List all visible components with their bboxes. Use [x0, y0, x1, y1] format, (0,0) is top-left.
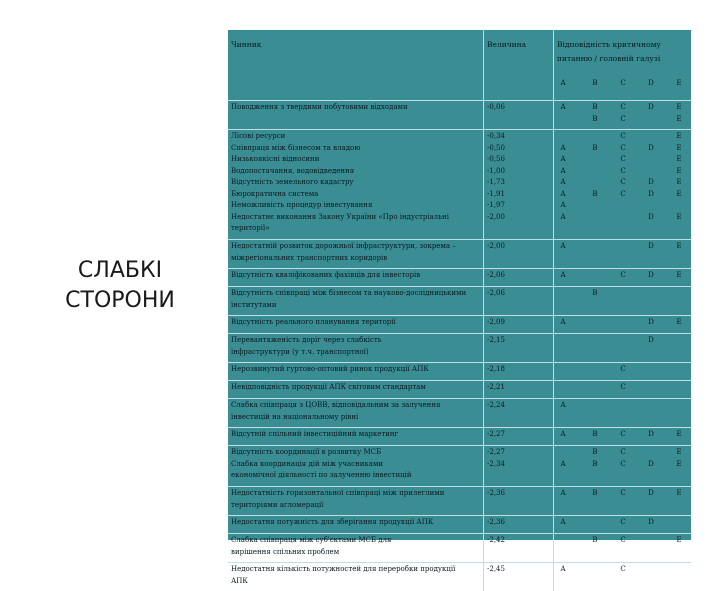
compliance-mark: E [676, 178, 682, 186]
table-row [228, 533, 691, 562]
indicator-cell [228, 286, 484, 315]
indicator-text: вирішення спільних проблем [231, 547, 340, 556]
indicator-text: Недостатність горизонтальної співпраці між прилеглими [231, 489, 445, 497]
indicator-text: Недостатнє виконання Закону України «Про індустріальні [231, 212, 449, 221]
indicator-text: Відсутність земельного кадастру [231, 178, 354, 186]
indicator-cell [228, 515, 484, 533]
table-row [228, 286, 691, 315]
header-value: Величина [484, 30, 554, 100]
compliance-mark: C [620, 536, 626, 544]
indicator-cell [228, 315, 484, 333]
compliance-mark: E [676, 242, 682, 250]
compliance-mark: D [648, 318, 654, 326]
compliance-mark: D [648, 178, 654, 186]
compliance-mark: C [620, 166, 626, 175]
indicator-text: Недостатня потужність для зберігання продукції АПК [231, 518, 434, 526]
header-letter: D [648, 79, 654, 87]
indicator-cell [228, 398, 484, 427]
indicator-cell [228, 380, 484, 398]
header-letter: E [676, 79, 682, 87]
compliance-mark: C [620, 430, 626, 438]
compliance-mark: C [620, 178, 626, 186]
compliance-mark: B [592, 103, 598, 111]
compliance-mark: A [560, 242, 566, 250]
compliance-mark: C [620, 189, 626, 198]
indicator-cell [228, 129, 484, 239]
indicator-text: території» [231, 224, 270, 232]
compliance-mark: A [560, 166, 566, 175]
compliance-mark: E [676, 212, 682, 221]
table-row [228, 427, 691, 445]
indicator-text: інститутами [231, 300, 277, 309]
compliance-mark: D [648, 336, 654, 344]
compliance-mark: D [648, 518, 654, 526]
header-compliance: Відповідність критичному питанню / головній галузі [557, 40, 661, 63]
value-cell: -2,42 [484, 533, 554, 562]
compliance-mark: E [676, 271, 682, 279]
indicator-text: інфраструктури (у т.ч. транспортної) [231, 347, 369, 356]
compliance-mark: A [560, 459, 566, 468]
indicator-cell [228, 333, 484, 362]
table-row [228, 362, 691, 380]
compliance-mark: E [676, 143, 682, 152]
indicator-cell [228, 562, 484, 591]
compliance-mark: C [620, 518, 626, 526]
indicator-text: Слабка співпраця з ЦОВВ, відповідальним за залучення [231, 401, 441, 409]
compliance-mark: D [648, 430, 654, 438]
compliance-mark: C [620, 114, 626, 123]
compliance-mark: A [560, 565, 566, 573]
value-cell: -2,18 [484, 362, 554, 380]
table-row [228, 380, 691, 398]
indicator-text: Неможливість процедур інвестування [231, 201, 373, 209]
table-row [228, 100, 691, 129]
compliance-mark: A [560, 143, 566, 152]
indicator-cell [228, 362, 484, 380]
compliance-mark: B [592, 430, 598, 438]
table-row [228, 562, 691, 591]
value-cell: -2,45 [484, 562, 554, 591]
compliance-mark: E [676, 166, 682, 175]
indicator-cell [228, 533, 484, 562]
compliance-mark: A [560, 271, 566, 279]
indicator-text: інвестицій на національному рівні [231, 412, 359, 421]
table-row [228, 515, 691, 533]
compliance-mark: D [648, 189, 654, 198]
value-cell: -2,00 [484, 239, 554, 268]
compliance-cell [554, 398, 691, 427]
indicator-text: Недостатній розвиток дорожньої інфраструктури, зокрема – [231, 242, 456, 250]
indicator-text: Нерозвинутий гуртово-оптовий ринок продукції АПК [231, 365, 429, 373]
compliance-mark: E [676, 536, 682, 544]
compliance-mark: C [620, 143, 626, 152]
compliance-mark: A [560, 155, 566, 163]
value-cell: -2,21 [484, 380, 554, 398]
compliance-mark: A [560, 201, 566, 209]
indicator-text: Водопостачання, водовідведення [231, 166, 355, 175]
indicator-text: Відсутність реального планування території [231, 318, 396, 326]
indicator-text: АПК [231, 576, 248, 585]
table-row [228, 333, 691, 362]
indicator-text: Низькоякісні відносини [231, 155, 320, 163]
indicator-text: міжрегіональних транспортних коридорів [231, 253, 388, 262]
indicator-text: Слабка координація дій між учасниками [231, 459, 384, 468]
compliance-mark: B [592, 289, 598, 297]
indicator-text: Слабка співпраця між суб'єктами МСБ для [231, 536, 392, 544]
compliance-mark: D [648, 242, 654, 250]
indicator-text: Співпраця між бізнесом та владою [231, 143, 361, 152]
compliance-mark: D [648, 212, 654, 221]
compliance-mark: C [620, 383, 626, 391]
compliance-mark: C [620, 365, 626, 373]
value-cell: -2,27 -2,34 [484, 445, 554, 486]
compliance-cell [554, 286, 691, 315]
indicator-text: Відсутність координації в розвитку МСБ [231, 448, 382, 456]
compliance-mark: D [648, 489, 654, 497]
value-cell: -0,34 -0,50 -0,56 -1,00 -1,73 -1,91 -1,97 -2,00 [484, 129, 554, 239]
indicator-cell [228, 427, 484, 445]
indicator-text: Недостатня кількість потужностей для переробки продукції [231, 565, 456, 573]
indicator-cell [228, 100, 484, 129]
indicator-text: Лісові ресурси [231, 132, 286, 140]
value-cell: -2,09 [484, 315, 554, 333]
table-row [228, 486, 691, 515]
compliance-mark: A [560, 189, 566, 198]
compliance-cell [554, 333, 691, 362]
compliance-mark: C [620, 459, 626, 468]
compliance-mark: C [620, 489, 626, 497]
indicator-text: Перевантаженість доріг через слабкість [231, 336, 382, 344]
compliance-mark: A [560, 318, 566, 326]
compliance-mark: D [648, 103, 654, 111]
compliance-mark: B [592, 459, 598, 468]
indicator-cell [228, 486, 484, 515]
indicator-text: Поводження з твердими побутовими відходами [231, 103, 408, 111]
compliance-mark: A [560, 212, 566, 221]
compliance-cell [554, 315, 691, 333]
compliance-mark: E [676, 489, 682, 497]
indicator-cell [228, 268, 484, 286]
header-indicator: Чинник [228, 30, 484, 100]
compliance-mark: B [592, 489, 598, 497]
compliance-mark: E [676, 189, 682, 198]
compliance-mark: A [560, 518, 566, 526]
compliance-mark: C [620, 155, 626, 163]
header-letter: C [620, 79, 626, 87]
compliance-mark: B [592, 114, 598, 123]
table-row [228, 239, 691, 268]
indicator-text: територіями агломерації [231, 500, 324, 509]
indicator-text: Відсутній спільний інвестиційний маркетинг [231, 430, 399, 438]
indicator-text: Бюрократична система [231, 189, 319, 198]
header-letter: B [592, 79, 598, 87]
indicator-text: Невідповідність продукції АПК світовим стандартам [231, 383, 426, 391]
compliance-mark: A [560, 430, 566, 438]
compliance-mark: C [620, 132, 626, 140]
table-header [228, 30, 691, 100]
compliance-mark: C [620, 103, 626, 111]
value-cell: -0,06 [484, 100, 554, 129]
indicator-text: Відсутність кваліфікованих фахівців для інвесторів [231, 271, 421, 279]
value-cell: -2,24 [484, 398, 554, 427]
compliance-mark: B [592, 448, 598, 456]
compliance-mark: E [676, 318, 682, 326]
compliance-cell [554, 239, 691, 268]
value-cell: -2,06 [484, 286, 554, 315]
table-row [228, 315, 691, 333]
compliance-mark: E [676, 114, 682, 123]
compliance-mark: C [620, 448, 626, 456]
indicator-text: Відсутність співпраці між бізнесом та науково-дослідницькими [231, 289, 467, 297]
indicator-text: економічної діяльності по залученню інвестицій [231, 471, 412, 479]
section-title: СЛАБКІ СТОРОНИ [65, 258, 175, 313]
compliance-mark: C [620, 565, 626, 573]
compliance-mark: A [560, 178, 566, 186]
compliance-mark: B [592, 143, 598, 152]
value-cell: -2,36 [484, 515, 554, 533]
compliance-mark: E [676, 103, 682, 111]
compliance-mark: C [620, 271, 626, 279]
table-row [228, 445, 691, 486]
value-cell: -2,27 [484, 427, 554, 445]
header-letter: A [560, 79, 566, 87]
compliance-mark: A [560, 489, 566, 497]
compliance-mark: B [592, 189, 598, 198]
value-cell: -2,06 [484, 268, 554, 286]
compliance-mark: D [648, 271, 654, 279]
indicator-cell [228, 239, 484, 268]
value-cell: -2,15 [484, 333, 554, 362]
compliance-mark: B [592, 536, 598, 544]
compliance-mark: E [676, 430, 682, 438]
compliance-mark: E [676, 132, 682, 140]
compliance-mark: E [676, 155, 682, 163]
compliance-mark: A [560, 401, 566, 409]
compliance-mark: E [676, 448, 682, 456]
table-row [228, 129, 691, 239]
weaknesses-table [228, 30, 691, 585]
compliance-mark: D [648, 459, 654, 468]
compliance-mark: E [676, 459, 682, 468]
compliance-mark: A [560, 103, 566, 111]
table-row [228, 398, 691, 427]
value-cell: -2,36 [484, 486, 554, 515]
indicator-cell [228, 445, 484, 486]
compliance-mark: D [648, 143, 654, 152]
table-row [228, 268, 691, 286]
